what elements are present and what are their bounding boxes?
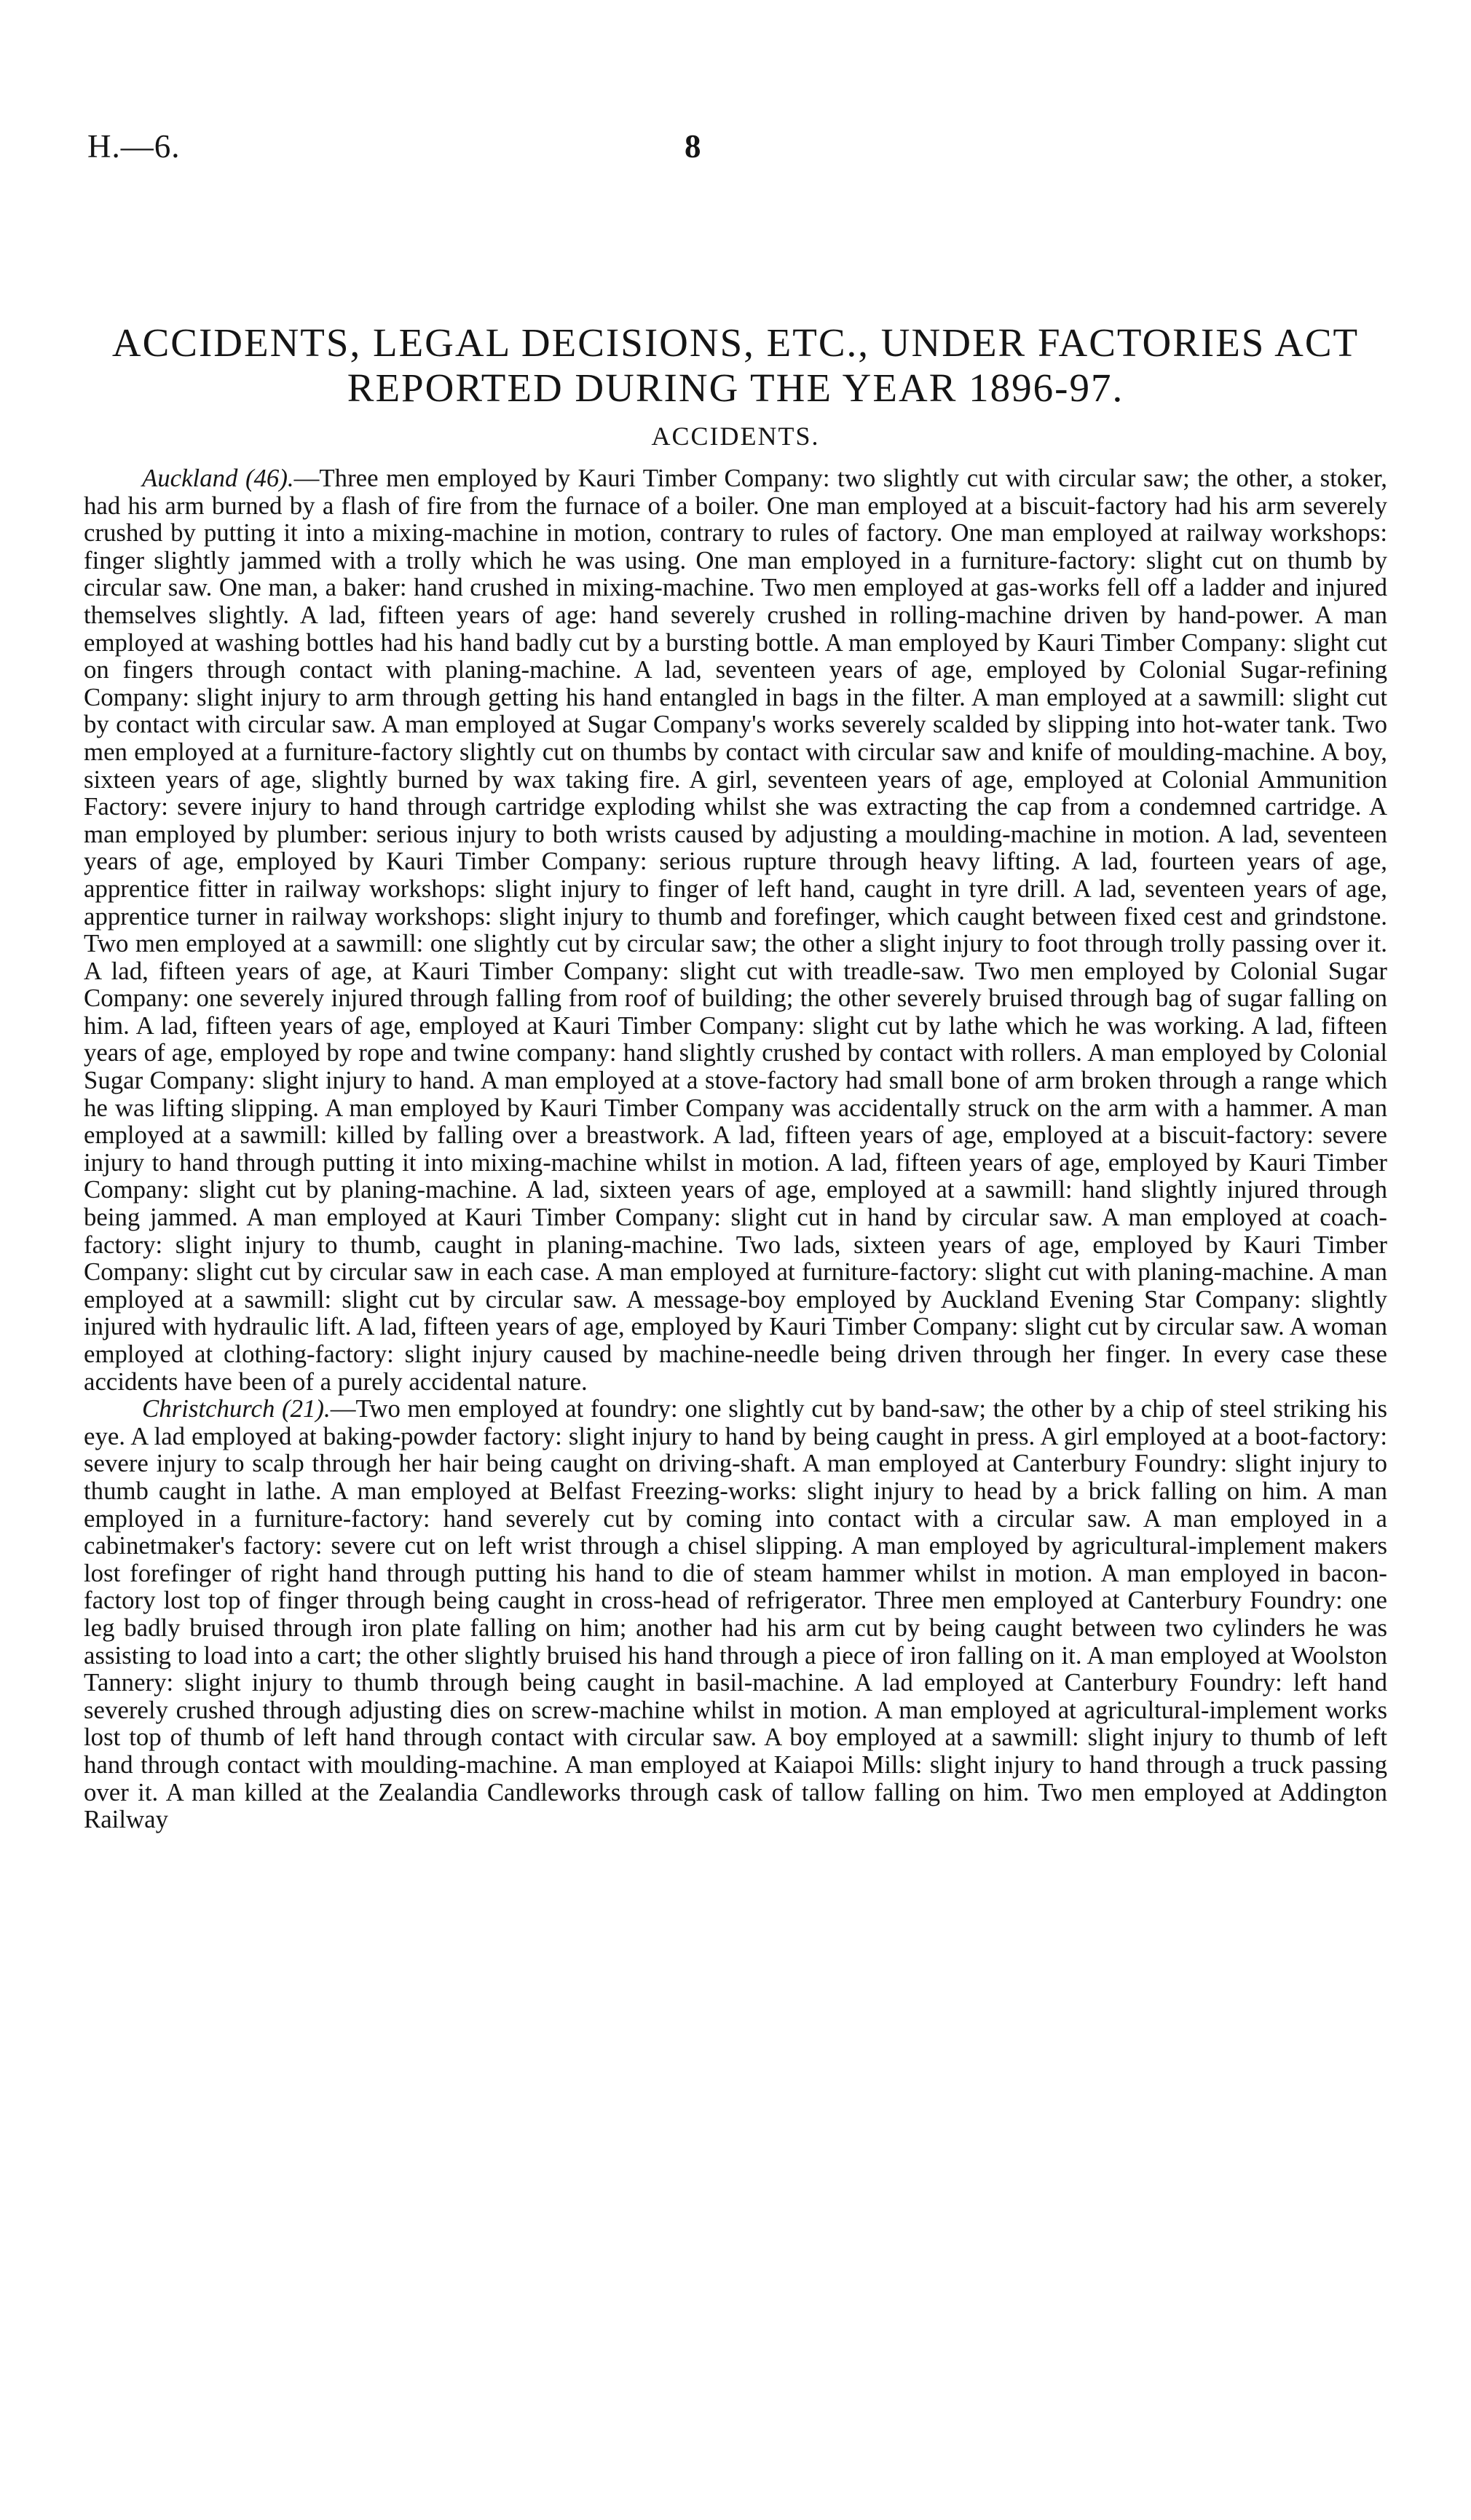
- document-reference: H.—6.: [87, 128, 181, 165]
- place-heading-auckland: Auckland (46).: [142, 464, 294, 492]
- place-heading-christchurch: Christchurch (21).: [142, 1394, 331, 1423]
- report-title: ACCIDENTS, LEGAL DECISIONS, ETC., UNDER FACTORIES ACT REPORTED DURING THE YEAR 1896-97.: [111, 320, 1360, 410]
- paragraph-auckland: [84, 465, 1387, 1395]
- paragraph-christchurch: [84, 1395, 1387, 1833]
- paragraph-text-auckland: —Three men employed by Kauri Timber Company: two slightly cut with circular saw; the other, a stoker, had his arm burned by a flash of fire from the furnace of a boiler. One man employed at a biscuit-factory had his arm severely crushed by putting it into a mixing-machine in motion, contrary to rules of factory. One man employed at railway workshops: finger slightly jammed with a trolly which he was using. One man employed in a furniture-factory: slight cut on thumb by circular saw. One man, a baker: hand crushed in mixing-machine. Two men employed at gas-works fell off a ladder and injured themselves slightly. A lad, fifteen years of age: hand severely crushed in rolling-machine driven by hand-power. A man employed at washing bottles had his hand badly cut by a bursting bottle. A man employed by Kauri Timber Company: slight cut on fingers through contact with planing-machine. A lad, seventeen years of age, employed by Colonial Sugar-refining Company: slight injury to arm through getting his hand entangled in bags in the filter. A man employed at a sawmill: slight cut by contact with circular saw. A man employed at Sugar Company's works severely scalded by slipping into hot-water tank. Two men employed at a furniture-factory slightly cut on thumbs by contact with circular saw and knife of moulding-machine. A boy, sixteen years of age, slightly burned by wax taking fire. A girl, seventeen years of age, employed at Colonial Ammunition Factory: severe injury to hand through cartridge exploding whilst she was extracting the cap from a condemned cartridge. A man employed by plumber: serious injury to both wrists caused by adjusting a moulding-machine in motion. A lad, seventeen years of age, employed by Kauri Timber Company: serious rupture through heavy lifting. A lad, fourteen years of age, apprentice fitter in railway workshops: slight injury to finger of left hand, caught in tyre drill. A lad, seventeen years of age, apprentice turner in railway workshops: slight injury to thumb and forefinger, which caught between fixed cest and grindstone. Two men employed at a sawmill: one slightly cut by circular saw; the other a slight injury to foot through trolly passing over it. A lad, fifteen years of age, at Kauri Timber Company: slight cut with treadle-saw. Two men employed by Colonial Sugar Company: one severely injured through falling from roof of building; the other severely bruised through bag of sugar falling on him. A lad, fifteen years of age, employed at Kauri Timber Company: slight cut by lathe which he was working. A lad, fifteen years of age, employed by rope and twine company: hand slightly crushed by contact with rollers. A man employed by Colonial Sugar Company: slight injury to hand. A man employed at a stove-factory had small bone of arm broken through a range which he was lifting slipping. A man employed by Kauri Timber Company was accidentally struck on the arm with a hammer. A man employed at a sawmill: killed by falling over a breastwork. A lad, fifteen years of age, employed at a biscuit-factory: severe injury to hand through putting it into mixing-machine whilst in motion. A lad, fifteen years of age, employed by Kauri Timber Company: slight cut by planing-machine. A lad, sixteen years of age, employed at a sawmill: hand slightly injured through being jammed. A man employed at Kauri Timber Company: slight cut in hand by circular saw. A man employed at coach-factory: slight injury to thumb, caught in planing-machine. Two lads, sixteen years of age, employed by Kauri Timber Company: slight cut by circular saw in each case. A man employed at furniture-factory: slight cut with planing-machine. A man employed at a sawmill: slight cut by circular saw. A message-boy employed by Auckland Evening Star Company: slightly injured with hydraulic lift. A lad, fifteen years of age, employed by Kauri Timber Company: slight cut by circular saw. A woman employed at clothing-factory: slight injury caused by machine-needle being driven through her finger. In every case these accidents have been of a purely accidental nature.: [84, 464, 1387, 1396]
- report-body: [84, 465, 1387, 1833]
- section-heading-accidents: ACCIDENTS.: [651, 422, 820, 451]
- paragraph-text-christchurch: —Two men employed at foundry: one slightly cut by band-saw; the other by a chip of steel striking his eye. A lad employed at baking-powder factory: slight injury to hand by being caught in press. A girl employed at a boot-factory: severe injury to scalp through her hair being caught on driving-shaft. A man employed at Canterbury Foundry: slight injury to thumb caught in lathe. A man employed at Belfast Freezing-works: slight injury to head by a brick falling on him. A man employed in a furniture-factory: hand severely cut by coming into contact with a circular saw. A man employed in a cabinetmaker's factory: severe cut on left wrist through a chisel slipping. A man employed by agricultural-implement makers lost forefinger of right hand through putting his hand to die of steam hammer whilst in motion. A man employed in bacon-factory lost top of finger through being caught in cross-head of refrigerator. Three men employed at Canterbury Foundry: one leg badly bruised through iron plate falling on him; another had his arm cut by being caught between two cylinders he was assisting to load into a cart; the other slightly bruised his hand through a piece of iron falling on it. A man employed at Woolston Tannery: slight injury to thumb through being caught in basil-machine. A lad employed at Canterbury Foundry: left hand severely crushed through adjusting dies on screw-machine whilst in motion. A man employed at agricultural-implement works lost top of thumb of left hand through contact with circular saw. A boy employed at a sawmill: slight injury to thumb of left hand through contact with moulding-machine. A man employed at Kaiapoi Mills: slight injury to hand through a truck passing over it. A man killed at the Zealandia Candleworks through cask of tallow falling on him. Two men employed at Addington Railway: [84, 1394, 1387, 1834]
- page-header: [87, 127, 1362, 171]
- page-number: 8: [685, 128, 701, 165]
